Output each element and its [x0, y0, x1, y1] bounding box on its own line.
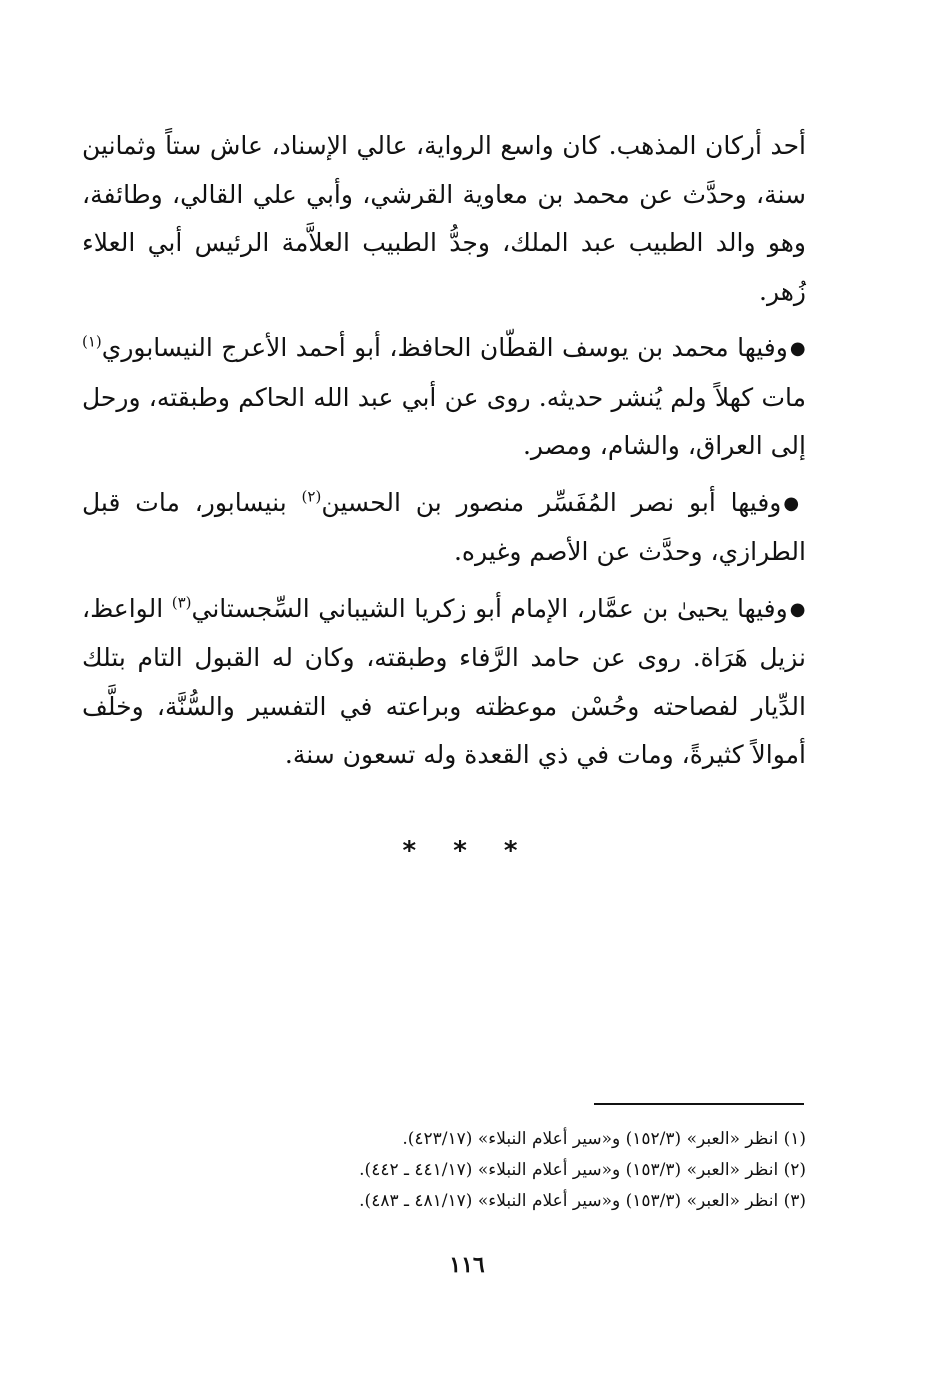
- paragraph-continuation: أحد أركان المذهب. كان واسع الرواية، عالي الإسناد، عاش ستاً وثمانين سنة، وحدَّث عن محمد بن معاوية القرشي، وأبي علي القالي، وطائفة، وهو والد الطبيب عبد الملك، وجدُّ الطبيب العلاَّمة الرئيس أبي العلاء زُهر.: [82, 131, 806, 306]
- paragraph-entry-mufassir: [82, 479, 806, 577]
- footnote-divider: [594, 1103, 804, 1105]
- bullet-icon: ●: [789, 598, 806, 620]
- entry-text-lead: وفيها أبو نصر المُفَسِّر منصور بن الحسين: [321, 487, 782, 517]
- page-number: ١١٦: [449, 1252, 485, 1278]
- footnotes-block: [200, 1124, 806, 1217]
- footnote-reference-2[interactable]: (٢): [301, 487, 322, 506]
- footnote-reference-1[interactable]: (١): [82, 332, 102, 351]
- paragraph-entry-qattan: [82, 324, 806, 471]
- entry-text-rest: بنيسابور، مات قبل الطرازي، وحدَّث عن الأصم وغيره.: [82, 487, 806, 566]
- paragraph-entry-sijistani: [82, 585, 806, 780]
- footnote-3: (٣) انظر «العبر» (١٥٣/٣) و«سير أعلام النبلاء» (٤٨١/١٧ ـ ٤٨٣).: [359, 1191, 806, 1211]
- footnote-reference-3[interactable]: (٣): [171, 593, 192, 612]
- bullet-icon: ●: [789, 338, 806, 359]
- footnote-2: (٢) انظر «العبر» (١٥٣/٣) و«سير أعلام النبلاء» (٤٤١/١٧ ـ ٤٤٢).: [359, 1160, 806, 1180]
- footnote-1: (١) انظر «العبر» (١٥٢/٣) و«سير أعلام النبلاء» (٤٢٣/١٧).: [402, 1129, 806, 1149]
- section-separator: * * *: [402, 836, 532, 866]
- entry-text-rest: الواعظ، نزيل هَرَاة. روى عن حامد الرَّفاء وطبقته، وكان له القبول التام بتلك الدِّيار لفصاحته وحُسْن موعظته وبراعته في التفسير والسُّنَّة، وخلَّف أموالاً كثيرةً، ومات في ذي القعدة وله تسعون سنة.: [82, 593, 806, 769]
- entry-text-lead: وفيها محمد بن يوسف القطّان الحافظ، أبو أحمد الأعرج النيسابوري: [101, 333, 788, 362]
- bullet-icon: ●: [783, 492, 806, 514]
- entry-text-rest: مات كهلاً ولم يُنشر حديثه. روى عن أبي عبد الله الحاكم وطبقته، ورحل إلى العراق، والشام، ومصر.: [82, 382, 806, 460]
- main-text-block: [82, 122, 806, 788]
- entry-text-lead: وفيها يحيىٰ بن عمَّار، الإمام أبو زكريا الشيباني السِّجستاني: [191, 593, 788, 623]
